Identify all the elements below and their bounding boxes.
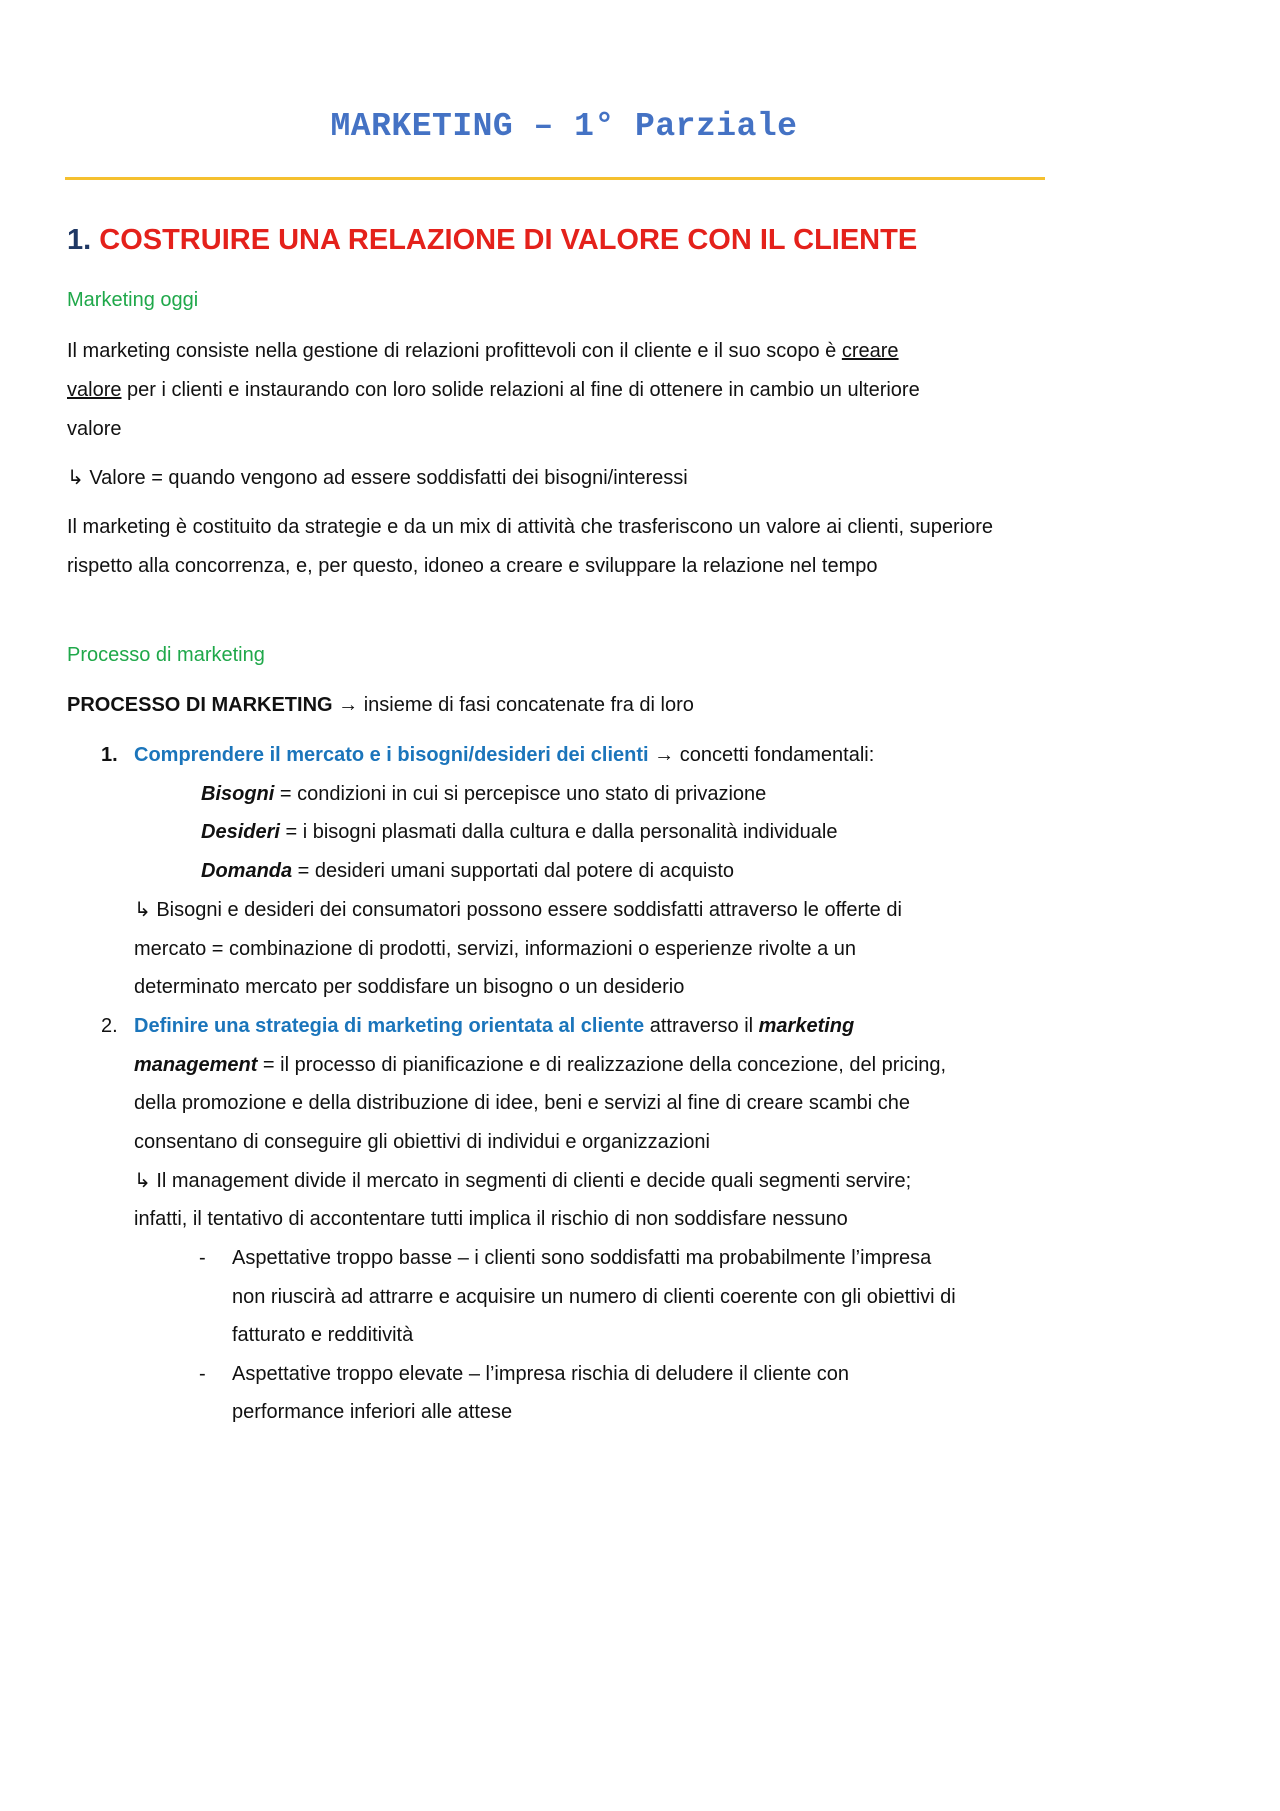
bullet-1-line-2: non riuscirà ad attrarre e acquisire un numero di clienti coerente con gli obiettivi di (232, 1286, 956, 1308)
bullet-2-dash: - (199, 1363, 206, 1385)
term-marketing: marketing (758, 1015, 855, 1037)
processo-intro (67, 686, 694, 725)
title-divider (65, 177, 1045, 180)
step-1-note-line-1: ↳ Bisogni e desideri dei consumatori possono essere soddisfatti attraverso le offerte di (134, 899, 902, 921)
step-2-number: 2. (101, 1015, 118, 1037)
subtitle-processo: Processo di marketing (67, 644, 265, 666)
step-2-title: Definire una strategia di marketing orientata al cliente (134, 1015, 645, 1037)
term-domanda: Domanda (201, 860, 293, 882)
def-bisogni (201, 775, 766, 814)
section-number: 1. (67, 224, 92, 256)
term-bisogni: Bisogni (201, 783, 275, 805)
processo-intro-bold: PROCESSO DI MARKETING (67, 694, 333, 716)
valore-note: ↳ Valore = quando vengono ad essere soddisfatti dei bisogni/interessi (67, 467, 688, 489)
step-2-line-1 (134, 1007, 854, 1046)
step-2-line-5: ↳ Il management divide il mercato in segmenti di clienti e decide quali segmenti servire; (134, 1170, 912, 1192)
def-desideri-text: = i bisogni plasmati dalla cultura e dalla personalità individuale (279, 821, 838, 843)
step-1-note-line-3: determinato mercato per soddisfare un bisogno o un desiderio (134, 976, 685, 998)
step-1-number: 1. (101, 744, 118, 766)
def-domanda (201, 852, 734, 891)
paragraph-1-line-3: valore (67, 418, 122, 440)
subtitle-marketing-oggi: Marketing oggi (67, 289, 199, 311)
section-title: COSTRUIRE UNA RELAZIONE DI VALORE CON IL CLIENTE (99, 224, 918, 256)
paragraph-1-line-1 (67, 332, 899, 371)
step-1-title-rest: → concetti fondamentali: (648, 744, 875, 766)
def-domanda-text: = desideri umani supportati dal potere di acquisto (292, 860, 735, 882)
processo-intro-rest: → insieme di fasi concatenate fra di loro (332, 694, 694, 716)
paragraph-2: Il marketing è costituito da strategie e da un mix di attività che trasferiscono un valore ai clienti, superiore rispetto alla concorrenza, e, per questo, idoneo a creare e sviluppare la relazione nel tempo (67, 516, 994, 577)
bullet-1-line-3: fatturato e redditività (232, 1324, 414, 1346)
bullet-2-line-1: Aspettative troppo elevate – l’impresa rischia di deludere il cliente con (232, 1363, 850, 1385)
step-2-line-6: infatti, il tentativo di accontentare tutti implica il rischio di non soddisfare nessuno (134, 1208, 848, 1230)
paragraph-1-line-2 (67, 371, 920, 410)
step-2-rest: attraverso il (644, 1015, 759, 1037)
term-desideri: Desideri (201, 821, 280, 843)
step-2-line-4: consentano di conseguire gli obiettivi di individui e organizzazioni (134, 1131, 710, 1153)
step-1-title-text: Comprendere il mercato e i bisogni/desideri dei clienti (134, 744, 649, 766)
p1-underlined-valore: valore (67, 379, 122, 401)
bullet-1-dash: - (199, 1247, 206, 1269)
step-2-line-2-rest: = il processo di pianificazione e di realizzazione della concezione, del pricing, (257, 1054, 947, 1076)
def-bisogni-text: = condizioni in cui si percepisce uno stato di privazione (274, 783, 767, 805)
term-management: management (134, 1054, 258, 1076)
step-2-line-2 (134, 1046, 946, 1085)
page-title: MARKETING – 1° Parziale (330, 108, 798, 145)
section-heading (67, 224, 917, 257)
bullet-2-line-2: performance inferiori alle attese (232, 1401, 513, 1423)
bullet-1-line-1: Aspettative troppo basse – i clienti sono soddisfatti ma probabilmente l’impresa (232, 1247, 932, 1269)
p1-underlined-creare: creare (841, 340, 899, 362)
step-1-note-line-2: mercato = combinazione di prodotti, servizi, informazioni o esperienze rivolte a un (134, 938, 857, 960)
step-2-line-3: della promozione e della distribuzione di idee, beni e servizi al fine di creare scambi che (134, 1092, 910, 1114)
step-1-title (134, 736, 874, 775)
p1-text-cont: per i clienti e instaurando con loro solide relazioni al fine di ottenere in cambio un ulteriore (121, 379, 920, 401)
p1-text: Il marketing consiste nella gestione di relazioni profittevoli con il cliente e il suo scopo è (67, 340, 842, 362)
def-desideri (201, 813, 838, 852)
